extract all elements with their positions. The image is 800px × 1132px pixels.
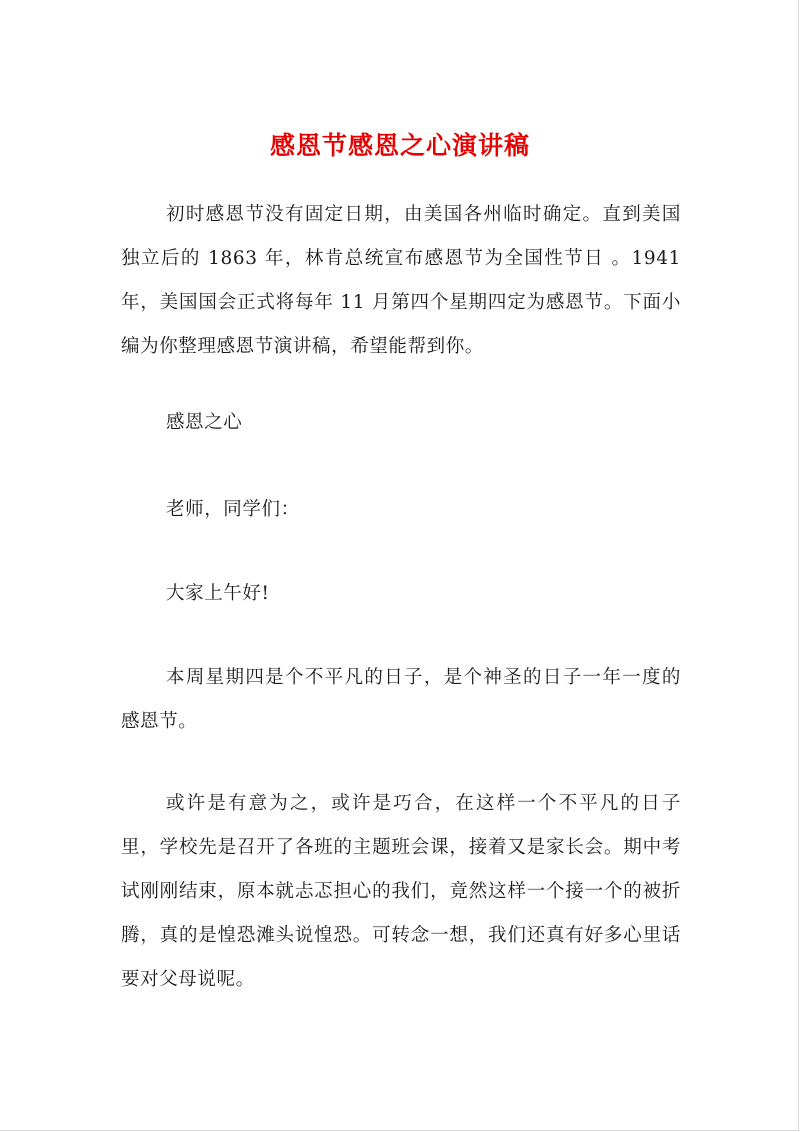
paragraph-1: 本周星期四是个不平凡的日子，是个神圣的日子一年一度的感恩节。: [121, 667, 681, 732]
document-title: 感恩节感恩之心演讲稿: [269, 131, 530, 160]
paragraph-2: 或许是有意为之，或许是巧合，在这样一个不平凡的日子里，学校先是召开了各班的主题班会课，接着又是家长会。期中考试刚刚结束，原本就忐忑担心的我们，竟然这样一个接一个的被折腾，真的是惶恐滩头说惶恐。可转念一想，我们还真有好多心里话要对父母说呢。: [121, 793, 681, 990]
paragraph-1-block: [121, 656, 681, 744]
paragraph-intro-block: [121, 193, 681, 369]
section-subtitle: 感恩之心: [166, 412, 243, 433]
salutation: 老师，同学们：: [166, 499, 300, 520]
greeting-block: [121, 572, 681, 616]
paragraph-intro: 初时感恩节没有固定日期，由美国各州临时确定。直到美国独立后的 1863 年，林肯总统宣布感恩节为全国性节日 。1941 年，美国国会正式将每年 11 月第四个星期四定为感恩节。下面小编为你整理感恩节演讲稿，希望能帮到你。: [121, 204, 681, 357]
greeting: 大家上午好!: [166, 583, 270, 604]
paragraph-2-block: [121, 782, 681, 1002]
salutation-block: [121, 488, 681, 532]
subtitle-block: [121, 401, 681, 445]
